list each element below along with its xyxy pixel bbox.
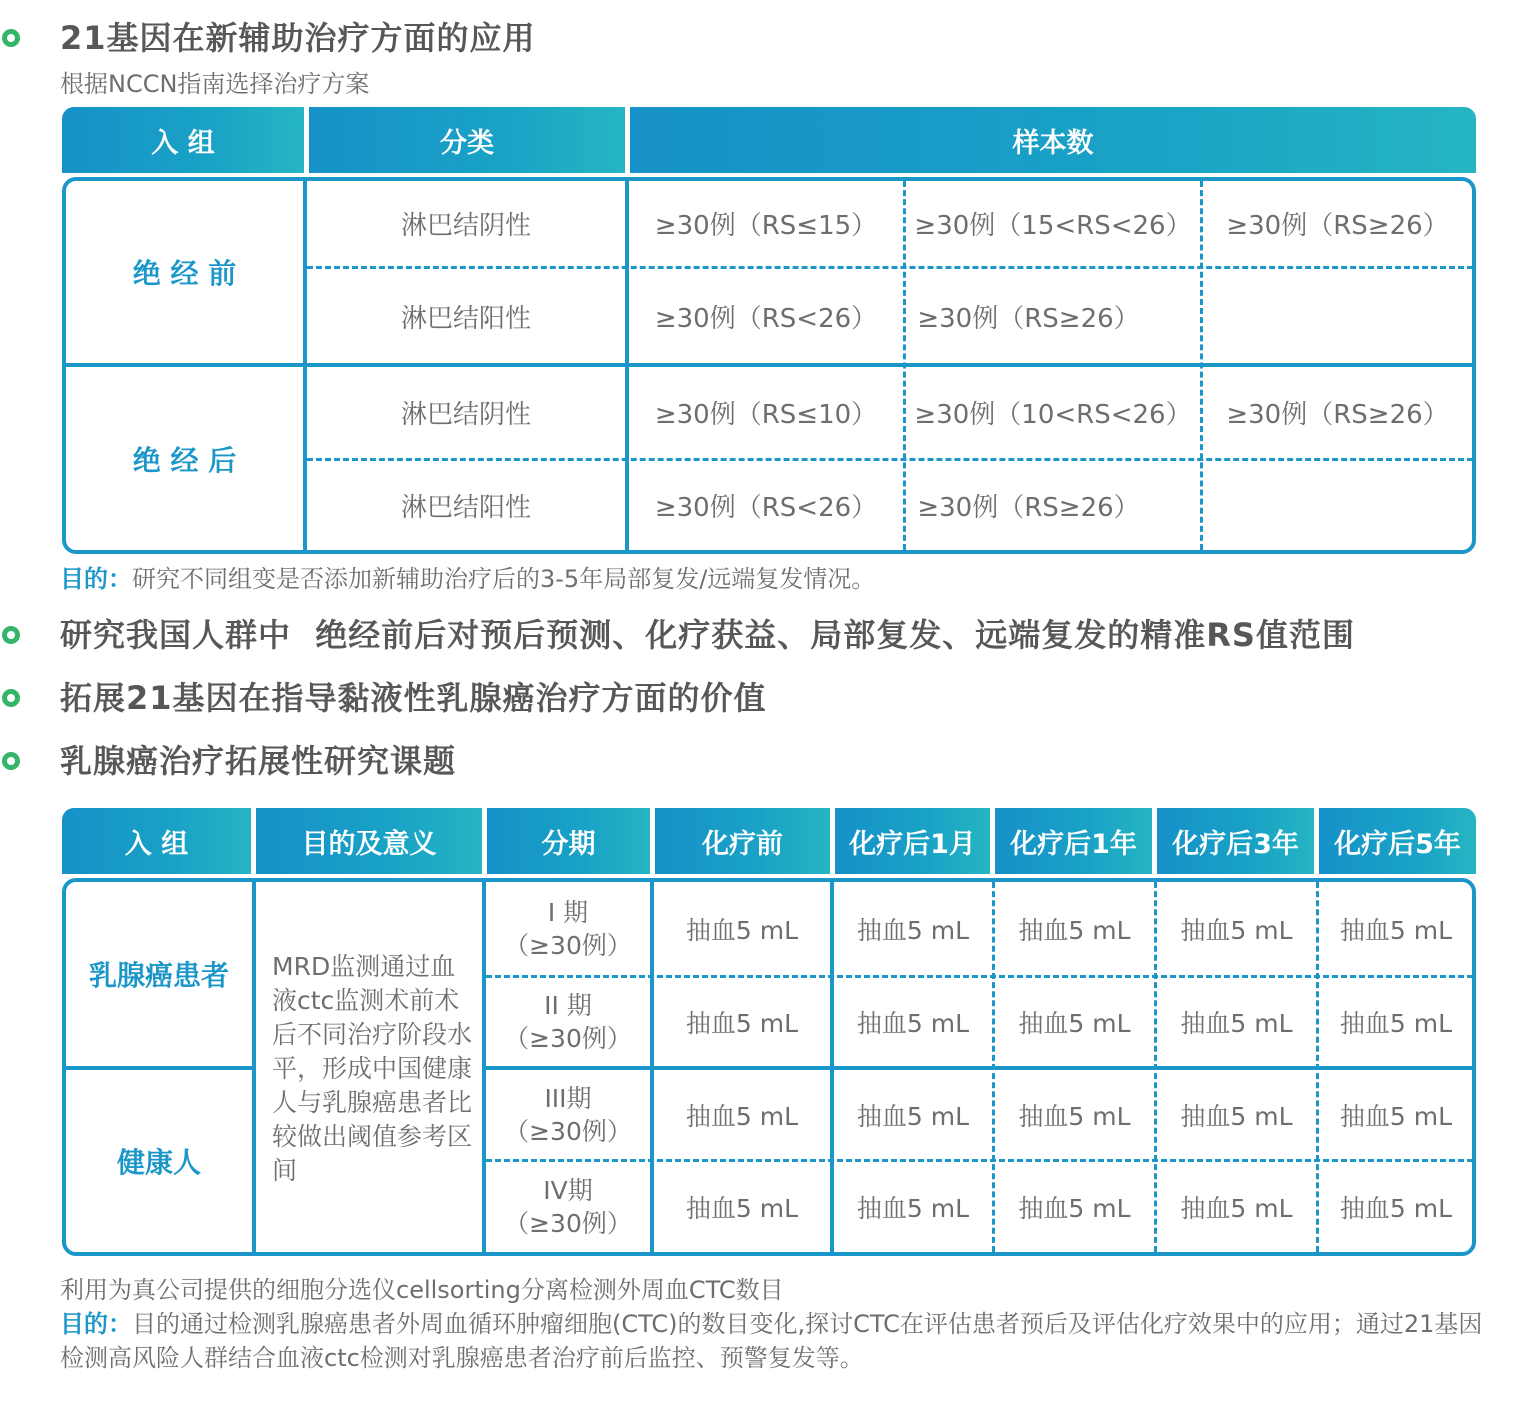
stage-name: II 期: [544, 991, 592, 1020]
t2-sample-cell: 抽血5 mL: [1018, 1009, 1131, 1038]
bullet-heading: 拓展21基因在指导黏液性乳腺癌治疗方面的价值: [60, 679, 767, 717]
t1-header-group: 入 组: [62, 107, 304, 173]
t2-header-1m: 化疗后1月: [835, 808, 990, 874]
t2-stage: [486, 882, 650, 975]
t2-sample-cell: 抽血5 mL: [685, 1194, 799, 1223]
t2-stage: [486, 978, 650, 1066]
t1-sample: ≥30例（RS≥26）: [917, 303, 1140, 334]
section1-subtitle: 根据NCCN指南选择治疗方案: [60, 70, 370, 98]
t2-sample-cell: 抽血5 mL: [1339, 1101, 1453, 1131]
stage-name: III期: [544, 1083, 592, 1113]
t2-sample-cell: 抽血5 mL: [685, 1009, 799, 1038]
t2-header-purpose: 目的及意义: [256, 808, 482, 874]
t2-header-stage: 分期: [487, 808, 650, 874]
t2-header-3y: 化疗后3年: [1157, 808, 1314, 874]
footer-purpose: [60, 1307, 1485, 1375]
t2-sample-cell: 抽血5 mL: [1339, 1194, 1453, 1223]
bullet-circle-icon: [2, 626, 20, 644]
purpose-text: 目的通过检测乳腺癌患者外周血循环肿瘤细胞(CTC)的数目变化,探讨CTC在评估患者预后及评估化疗效果中的应用；通过21基因检测高风险人群结合血液ctc检测对乳腺癌患者治疗前后监控、预警复发等。: [60, 1310, 1483, 1372]
t1-sample: ≥30例（15<RS<26）: [914, 211, 1192, 241]
t1-sample: ≥30例（RS≥26）: [917, 493, 1140, 523]
t1-header-samples: 样本数: [630, 107, 1476, 173]
t2-sample-cell: 抽血5 mL: [1180, 1101, 1293, 1131]
t2-sample-cell: 抽血5 mL: [1018, 1194, 1131, 1223]
footer-line1: 利用为真公司提供的细胞分选仪cellsorting分离检测外周血CTC数目: [60, 1276, 784, 1304]
t1-category: 淋巴结阴性: [400, 400, 531, 430]
purpose-label: 目的：: [60, 565, 132, 593]
t2-sample-cell: 抽血5 mL: [1180, 915, 1293, 945]
t2-stage: [486, 1070, 650, 1159]
t2-header-group: 入 组: [62, 808, 251, 874]
purpose-label: 目的：: [60, 1310, 132, 1338]
t2-sample-cell: 抽血5 mL: [856, 1101, 970, 1131]
t1-sample: ≥30例（10<RS<26）: [914, 400, 1192, 430]
t1-sample: ≥30例（RS≤15）: [654, 211, 878, 241]
t2-sample-cell: 抽血5 mL: [856, 1009, 970, 1038]
t1-category: 淋巴结阳性: [400, 493, 531, 523]
bullet-circle-icon: [2, 29, 20, 47]
t1-sample: ≥30例（RS<26）: [654, 303, 878, 334]
t1-group-premenopausal: 绝 经 前: [132, 257, 237, 290]
t2-header-1y: 化疗后1年: [995, 808, 1152, 874]
t2-sample-cell: 抽血5 mL: [1018, 915, 1131, 945]
bullet-circle-icon: [2, 689, 20, 707]
t2-purpose-text: MRD监测通过血液ctc监测术前术后不同治疗阶段水平，形成中国健康人与乳腺癌患者比较做出阈值参考区间: [272, 952, 473, 1185]
section1-title: 21基因在新辅助治疗方面的应用: [60, 19, 536, 57]
bullet-circle-icon: [2, 752, 20, 770]
t2-group-healthy: 健康人: [116, 1146, 201, 1179]
t2-sample-cell: 抽血5 mL: [1180, 1194, 1293, 1223]
t2-group-patients: 乳腺癌患者: [88, 959, 229, 992]
t2-sample-cell: 抽血5 mL: [856, 1194, 970, 1223]
t2-sample-cell: 抽血5 mL: [685, 1101, 799, 1131]
stage-name: IV期: [543, 1176, 593, 1205]
stage-count: （≥30例）: [504, 930, 632, 960]
t2-sample-cell: 抽血5 mL: [856, 915, 970, 945]
t1-sample: ≥30例（RS≤10）: [654, 400, 878, 430]
stage-count: （≥30例）: [504, 1116, 632, 1146]
stage-count: （≥30例）: [504, 1209, 632, 1238]
t1-group-postmenopausal: 绝 经 后: [132, 443, 237, 477]
t2-stage: [486, 1162, 650, 1252]
section1-purpose: [60, 562, 875, 596]
t1-sample: ≥30例（RS≥26）: [1226, 400, 1449, 430]
purpose-text: 研究不同组变是否添加新辅助治疗后的3-5年局部复发/远端复发情况。: [132, 565, 876, 593]
t1-sample: ≥30例（RS<26）: [654, 493, 878, 523]
t1-header-category: 分类: [309, 107, 625, 173]
t1-category: 淋巴结阳性: [400, 303, 531, 334]
t2-header-5y: 化疗后5年: [1319, 808, 1476, 874]
t2-sample-cell: 抽血5 mL: [1018, 1101, 1131, 1131]
t1-sample: ≥30例（RS≥26）: [1226, 211, 1449, 241]
stage-name: I 期: [547, 897, 589, 927]
t1-category: 淋巴结阴性: [400, 211, 531, 241]
t2-sample-cell: 抽血5 mL: [685, 915, 799, 945]
stage-count: （≥30例）: [504, 1024, 632, 1053]
bullet-heading: 研究我国人群中 绝经前后对预后预测、化疗获益、局部复发、远端复发的精准RS值范围: [60, 616, 1355, 654]
t2-header-before: 化疗前: [655, 808, 830, 874]
t2-sample-cell: 抽血5 mL: [1339, 1009, 1453, 1038]
t2-sample-cell: 抽血5 mL: [1180, 1009, 1293, 1038]
bullet-heading: 乳腺癌治疗拓展性研究课题: [60, 742, 457, 780]
t2-sample-cell: 抽血5 mL: [1339, 915, 1453, 945]
